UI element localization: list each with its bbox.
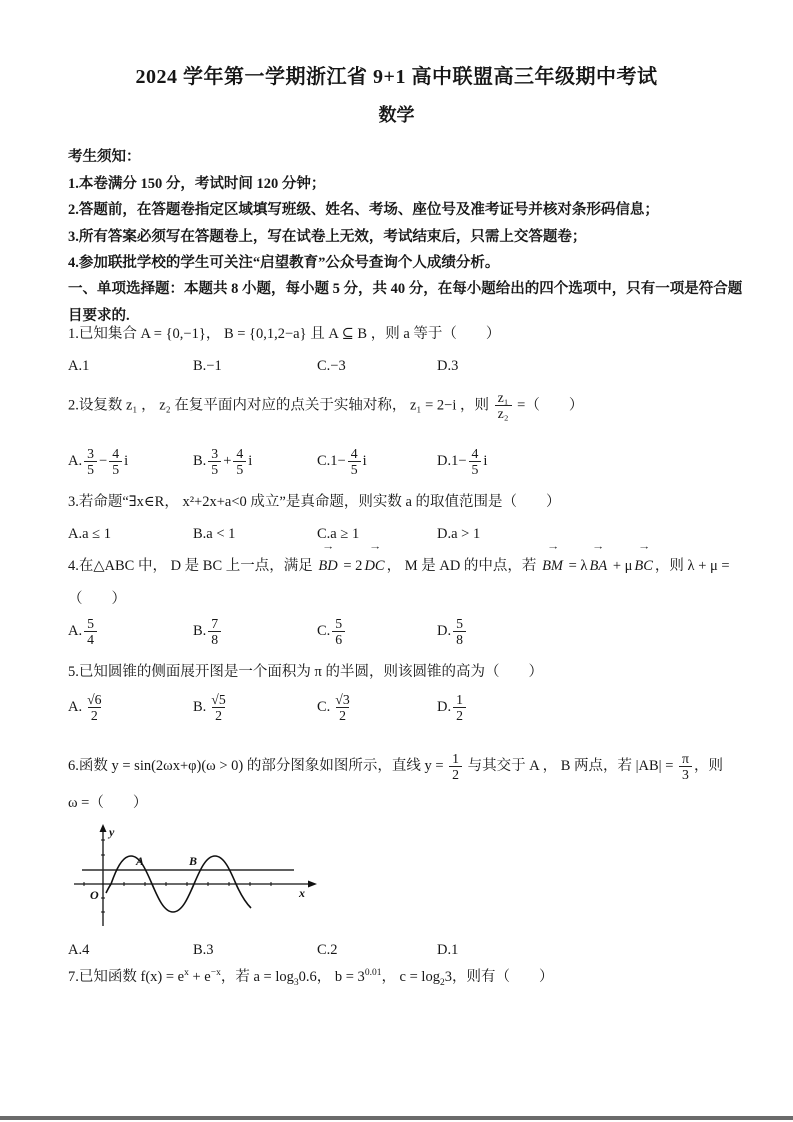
math-text: D.a > 1 bbox=[437, 526, 481, 542]
fraction-denominator: 2 bbox=[336, 707, 349, 723]
math-text: A.1 bbox=[68, 358, 90, 374]
fraction-denominator: 3 bbox=[679, 766, 692, 782]
math-text: D. bbox=[437, 699, 452, 716]
math-text: B.3 bbox=[193, 942, 214, 958]
superscript: −x bbox=[210, 968, 221, 979]
subscript: 3 bbox=[293, 977, 299, 988]
section-header: 一、单项选择题：本题共 8 小题，每小题 5 分，共 40 分，在每小题给出的四个选项中，只有一项是符合题目要求的. bbox=[68, 281, 743, 324]
fraction-denominator: 5 bbox=[469, 461, 482, 477]
fraction-numerator: 4 bbox=[471, 446, 479, 461]
math-text: = λ bbox=[565, 558, 588, 574]
fraction bbox=[453, 616, 466, 648]
fraction-denominator: 5 bbox=[233, 461, 246, 477]
question-6-options bbox=[68, 942, 746, 959]
fraction bbox=[233, 446, 246, 478]
vector-arrow-icon: → bbox=[321, 541, 335, 552]
fraction-denominator: 4 bbox=[84, 631, 97, 647]
math-text: （ ） bbox=[68, 591, 126, 607]
fraction-numerator: z₁ bbox=[497, 390, 509, 405]
math-text: = 2 bbox=[339, 558, 363, 574]
fraction bbox=[495, 390, 512, 422]
fraction bbox=[453, 692, 466, 724]
math-text: i bbox=[362, 453, 367, 470]
math-text: − bbox=[99, 453, 108, 470]
math-text: B. bbox=[193, 699, 207, 716]
notice-line-3: 3.所有答案必须写在答题卷上，写在试卷上无效，考试结束后，只需上交答题卷； bbox=[68, 228, 587, 245]
math-text: 1.已知集合 A = {0,−1}， B = {0,1,2−a} 且 A ⊆ B ，则 a 等于（ ） bbox=[68, 326, 501, 342]
question-3-stem bbox=[68, 490, 746, 515]
math-text: ， c = log bbox=[381, 969, 440, 985]
fraction bbox=[679, 751, 692, 783]
math-text: i bbox=[248, 453, 253, 470]
fraction-denominator: 8 bbox=[453, 631, 466, 647]
sine-graph bbox=[70, 822, 322, 932]
fraction-numerator: 3 bbox=[87, 446, 94, 461]
math-text: ，若 a = log bbox=[220, 969, 294, 985]
math-text: D.1 bbox=[437, 942, 459, 958]
math-text: A. bbox=[68, 453, 83, 470]
question-4-option-a bbox=[68, 616, 193, 648]
math-text: B.−1 bbox=[193, 358, 222, 374]
fraction-denominator: 2 bbox=[88, 707, 101, 723]
graph-point-b-label: B bbox=[189, 854, 198, 868]
math-text: 6.函数 y = sin(2ωx+φ)(ω > 0) 的部分图象如图所示，直线 y = bbox=[68, 758, 448, 774]
notice-heading: 考生须知： bbox=[68, 149, 141, 165]
question-5-option-a bbox=[68, 692, 193, 724]
fraction bbox=[332, 692, 352, 724]
fraction bbox=[449, 751, 462, 783]
vector bbox=[318, 541, 338, 583]
question-6-option-d bbox=[437, 942, 746, 959]
fraction-numerator: 4 bbox=[236, 446, 244, 461]
question-7-stem bbox=[68, 965, 746, 990]
subject-title: 数学 bbox=[378, 105, 415, 125]
math-text: C. bbox=[317, 699, 331, 716]
question-5-options bbox=[68, 692, 746, 724]
vector bbox=[589, 541, 608, 583]
fraction bbox=[84, 616, 97, 648]
math-text: B. bbox=[193, 623, 207, 640]
fraction-numerator: √6 bbox=[87, 692, 102, 707]
fraction bbox=[84, 692, 104, 724]
question-5-option-b bbox=[193, 692, 317, 724]
question-6-option-a bbox=[68, 942, 193, 959]
vector-arrow-icon: → bbox=[637, 541, 650, 552]
notice-line-4: 4.参加联批学校的学生可关注“启望教育”公众号查询个人成绩分析。 bbox=[68, 255, 500, 272]
x-axis-arrow-icon bbox=[308, 881, 317, 888]
math-text: 4.在△ABC 中， D 是 BC 上一点，满足 bbox=[68, 558, 317, 574]
fraction-denominator: 5 bbox=[348, 461, 361, 477]
math-text: 3，则有（ ） bbox=[444, 969, 554, 985]
vector-base: BC bbox=[634, 558, 653, 574]
question-2-option-a bbox=[68, 446, 193, 478]
question-5-option-c bbox=[317, 692, 437, 724]
question-1-option-d bbox=[437, 358, 746, 375]
math-text: i bbox=[483, 453, 488, 470]
fraction-numerator: 5 bbox=[456, 616, 463, 631]
fraction bbox=[208, 692, 228, 724]
fraction-denominator: z₂ bbox=[495, 405, 512, 421]
math-text: 2.设复数 z₁ ， z₂ 在复平面内对应的点关于实轴对称， z₁ = 2−i ，则 bbox=[68, 397, 493, 414]
vector-base: DC bbox=[364, 558, 385, 574]
fraction bbox=[84, 446, 97, 478]
fraction-numerator: √5 bbox=[211, 692, 226, 707]
question-1-options bbox=[68, 358, 746, 375]
math-text: C.−3 bbox=[317, 358, 346, 374]
question-4-option-c bbox=[317, 616, 437, 648]
vector-base: BD bbox=[318, 558, 338, 574]
vector-arrow-icon: → bbox=[546, 541, 559, 552]
question-2-option-c bbox=[317, 446, 437, 478]
math-text: ω =（ ） bbox=[68, 795, 148, 811]
fraction-numerator: 5 bbox=[335, 616, 343, 631]
notice-block bbox=[68, 144, 746, 277]
question-3-option-a bbox=[68, 526, 193, 543]
page-bottom-border bbox=[0, 1116, 793, 1120]
vector-base: BM bbox=[542, 558, 563, 574]
math-text: A.4 bbox=[68, 942, 90, 958]
question-6-option-b bbox=[193, 942, 317, 959]
math-text: ，则 λ + μ = bbox=[654, 558, 730, 574]
math-text: + e bbox=[188, 969, 211, 985]
question-2-stem bbox=[68, 390, 746, 422]
fraction-numerator: 4 bbox=[350, 446, 358, 461]
question-4-option-d bbox=[437, 616, 746, 648]
question-2-option-d bbox=[437, 446, 746, 478]
fraction bbox=[208, 446, 221, 478]
fraction-denominator: 5 bbox=[109, 461, 122, 477]
fraction-denominator: 8 bbox=[208, 631, 221, 647]
fraction bbox=[332, 616, 345, 648]
math-text: B. bbox=[193, 453, 207, 470]
math-text: 5.已知圆锥的侧面展开图是一个面积为 π 的半圆，则该圆锥的高为（ ） bbox=[68, 664, 543, 680]
math-text: 7.已知函数 f(x) = e bbox=[68, 969, 185, 985]
math-text: + μ bbox=[609, 558, 633, 574]
fraction-numerator: 4 bbox=[112, 446, 120, 461]
question-4-stem bbox=[68, 541, 746, 616]
math-text: A. bbox=[68, 623, 83, 640]
fraction-numerator: √3 bbox=[335, 692, 350, 707]
fraction-numerator: 1 bbox=[456, 692, 463, 707]
question-5-stem bbox=[68, 660, 746, 685]
question-1-option-c bbox=[317, 358, 437, 375]
fraction-denominator: 2 bbox=[212, 707, 225, 723]
fraction-denominator: 2 bbox=[449, 766, 462, 782]
exam-title: 2024 学年第一学期浙江省 9+1 高中联盟高三年级期中考试 bbox=[135, 66, 658, 88]
math-text: C.1− bbox=[317, 453, 346, 470]
graph-x-label: x bbox=[299, 886, 305, 900]
math-text: 3.若命题“∃x∈R， x²+2x+a<0 成立”是真命题，则实数 a 的取值范围是（ ） bbox=[68, 494, 561, 510]
math-text: ， M 是 AD 的中点，若 bbox=[386, 558, 541, 574]
math-text: D. bbox=[437, 623, 452, 640]
question-2-option-b bbox=[193, 446, 317, 478]
math-text: + bbox=[223, 453, 232, 470]
fraction-numerator: 5 bbox=[87, 616, 94, 631]
vector bbox=[364, 541, 385, 583]
question-4-options bbox=[68, 616, 746, 648]
math-text: C.a ≥ 1 bbox=[317, 526, 360, 542]
graph-point-a-label: A bbox=[136, 854, 145, 868]
math-text: A. bbox=[68, 699, 83, 716]
y-axis-arrow-icon bbox=[100, 824, 107, 832]
graph-origin-label: O bbox=[90, 888, 99, 902]
superscript: 0.01 bbox=[364, 968, 382, 979]
fraction-numerator: 1 bbox=[452, 750, 460, 766]
fraction-numerator: π bbox=[682, 750, 689, 766]
math-text: D.3 bbox=[437, 358, 459, 374]
math-text: 与其交于 A ， B 两点，若 |AB| = bbox=[464, 758, 678, 774]
math-text: C. bbox=[317, 623, 331, 640]
fraction-denominator: 5 bbox=[84, 461, 97, 477]
notice-line-1: 1.本卷满分 150 分，考试时间 120 分钟； bbox=[68, 175, 326, 192]
math-text: =（ ） bbox=[513, 397, 584, 414]
question-6-graph bbox=[70, 822, 322, 932]
fraction bbox=[348, 446, 361, 478]
fraction bbox=[469, 446, 482, 478]
question-1-option-b bbox=[193, 358, 317, 375]
math-text: 0.6， b = 3 bbox=[298, 969, 365, 985]
question-6-option-c bbox=[317, 942, 437, 959]
math-text: B.a < 1 bbox=[193, 526, 236, 542]
graph-y-label: y bbox=[109, 825, 115, 839]
question-3-option-b bbox=[193, 526, 317, 543]
question-6-stem bbox=[68, 748, 746, 822]
fraction-denominator: 2 bbox=[453, 707, 466, 723]
math-text: C.2 bbox=[317, 942, 338, 958]
fraction-denominator: 5 bbox=[208, 461, 221, 477]
vector-arrow-icon: → bbox=[592, 541, 605, 552]
vector bbox=[634, 541, 653, 583]
superscript: x bbox=[184, 968, 189, 979]
subscript: 2 bbox=[439, 977, 445, 988]
fraction-numerator: 3 bbox=[211, 446, 219, 461]
vector bbox=[542, 541, 563, 583]
question-4-option-b bbox=[193, 616, 317, 648]
fraction bbox=[109, 446, 122, 478]
question-1-stem bbox=[68, 322, 746, 347]
fraction-numerator: 7 bbox=[211, 616, 219, 631]
fraction-denominator: 6 bbox=[332, 631, 345, 647]
notice-line-2: 2.答题前，在答题卷指定区域填写班级、姓名、考场、座位号及准考证号并核对条形码信息； bbox=[68, 202, 659, 219]
vector-base: BA bbox=[589, 558, 608, 574]
math-text: A.a ≤ 1 bbox=[68, 526, 111, 542]
question-5-option-d bbox=[437, 692, 746, 724]
question-1-option-a bbox=[68, 358, 193, 375]
math-text: ，则 bbox=[693, 758, 723, 774]
vector-arrow-icon: → bbox=[368, 541, 381, 552]
question-2-options bbox=[68, 446, 746, 478]
math-text: D.1− bbox=[437, 453, 467, 470]
math-text: i bbox=[124, 453, 129, 470]
fraction bbox=[208, 616, 221, 648]
